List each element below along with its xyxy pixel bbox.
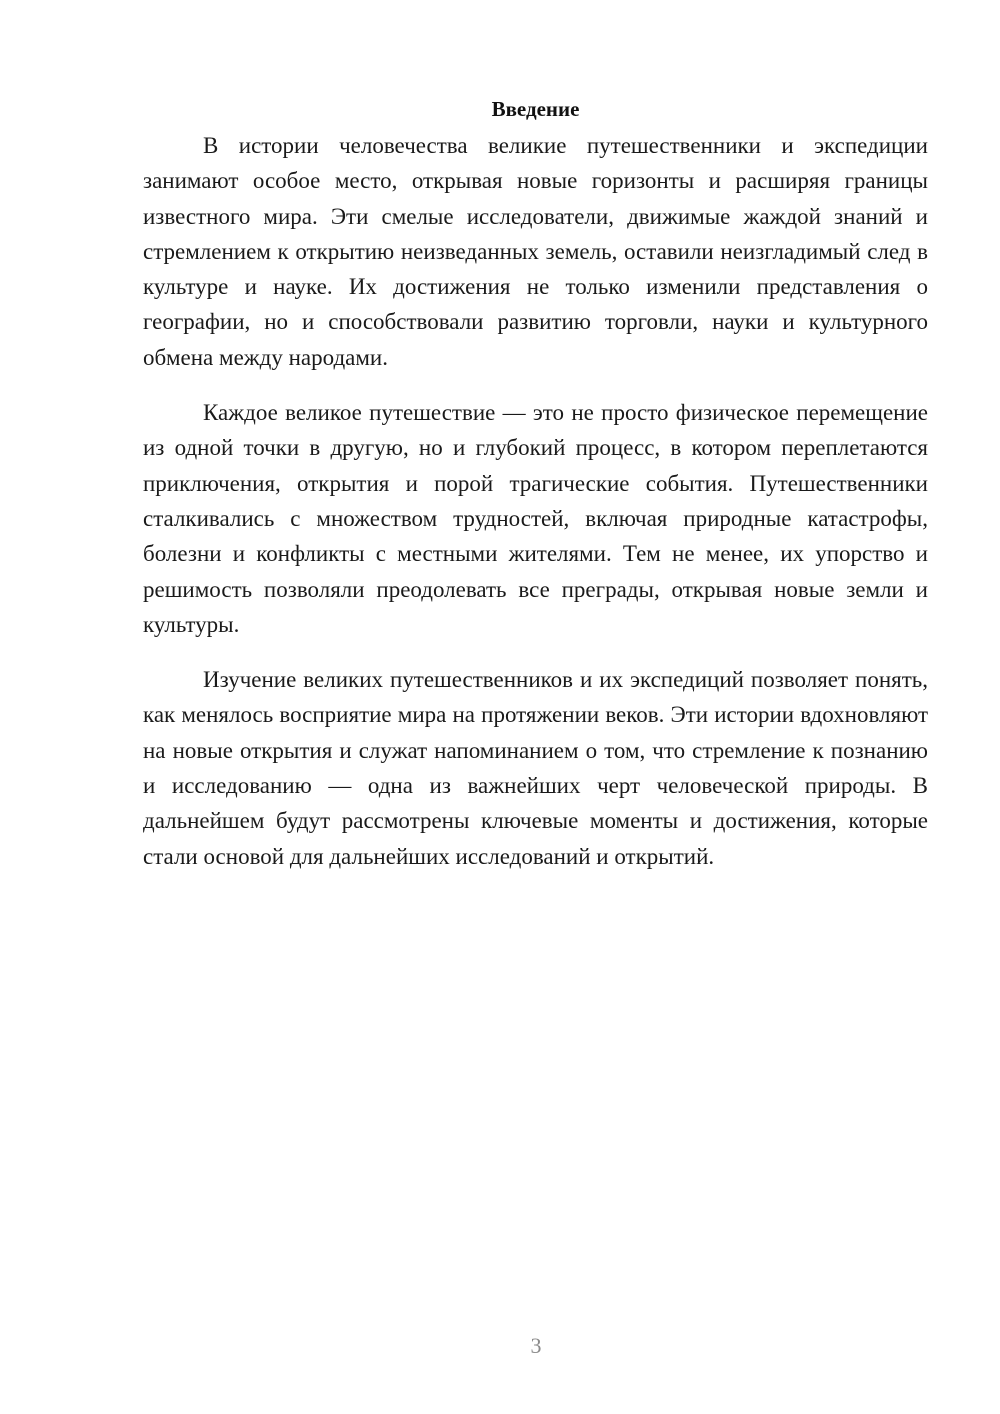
paragraph-1: В истории человечества великие путешественники и экспедиции занимают особое место, открывая новые горизонты и расширяя границы известного мира. Эти смелые исследователи, движимые жаждой знаний и стремлением к открытию неизведанных земель, оставили неизгладимый след в культуре и науке. Их достижения не только изменили представления о географии, но и способствовали развитию торговли, науки и культурного обмена между народами. — [143, 133, 928, 370]
page-number: 3 — [530, 1333, 542, 1358]
section-heading: Введение — [491, 97, 580, 121]
page-content — [143, 92, 928, 894]
paragraph-2: Каждое великое путешествие — это не просто физическое перемещение из одной точки в другую, но и глубокий процесс, в котором переплетаются приключения, открытия и порой трагические события. Путешественники сталкивались с множеством трудностей, включая природные катастрофы, болезни и конфликты с местными жителями. Тем не менее, их упорство и решимость позволяли преодолевать все преграды, открывая новые земли и культуры. — [143, 400, 928, 637]
paragraph-3: Изучение великих путешественников и их экспедиций позволяет понять, как менялось восприятие мира на протяжении веков. Эти истории вдохновляют на новые открытия и служат напоминанием о том, что стремление к познанию и исследованию — одна из важнейших черт человеческой природы. В дальнейшем будут рассмотрены ключевые моменты и достижения, которые стали основой для дальнейших исследований и открытий. — [143, 667, 928, 869]
